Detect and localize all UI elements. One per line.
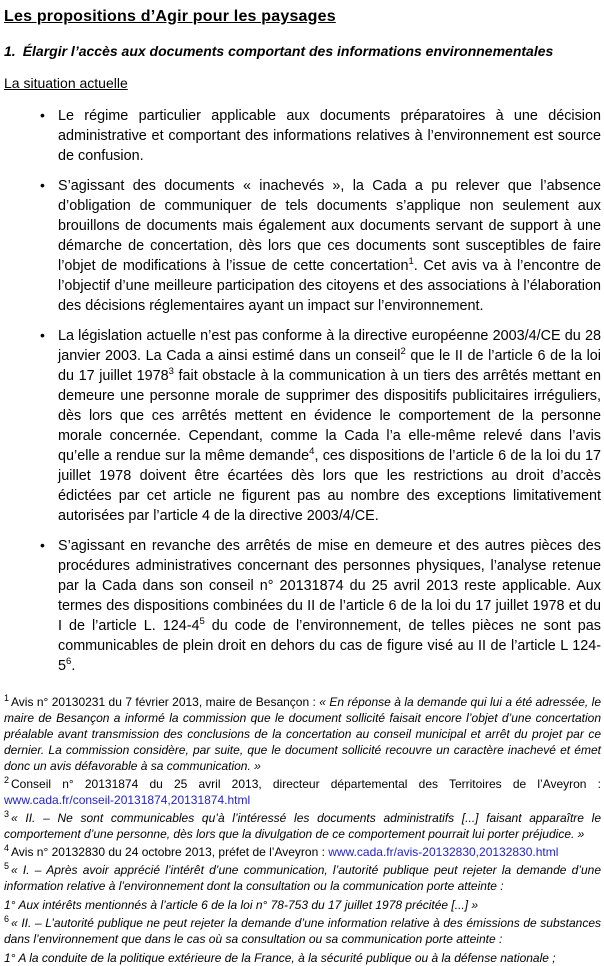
- text-run: Avis n° 20130231 du 7 février 2013, maire de Besançon :: [11, 695, 320, 709]
- footnote-ref: 2: [400, 346, 406, 358]
- text-run: Avis n° 20132830 du 24 octobre 2013, préfet de l’Aveyron :: [11, 845, 329, 859]
- footnote-number: 4: [4, 843, 10, 853]
- quoted-text: « II. – L’autorité publique ne peut rejeter la demande d’une information relative à des émissions de substances dans l’environnement que dans le cas où sa consultation ou sa communication porte atteinte :: [4, 916, 601, 946]
- cada-url-link[interactable]: www.cada.fr/conseil-20131874,20131874.html: [4, 793, 251, 807]
- text-run: .: [71, 658, 76, 674]
- list-item: [4, 536, 601, 676]
- footnote-ref: 5: [199, 616, 205, 628]
- text-run: du code de l’environnement, de telles pièces ne sont pas communicables de plein droit en dehors du cas de figure visé au II de l’article L 124-5: [58, 618, 601, 674]
- footnote-ref: 1: [408, 256, 414, 268]
- footnote-ref: 6: [66, 656, 72, 668]
- footnote-number: 1: [4, 693, 10, 703]
- page-title: Les propositions d’Agir pour les paysages: [4, 8, 336, 25]
- cada-url-link[interactable]: www.cada.fr/avis-20132830,20132830.html: [328, 845, 559, 859]
- text-run: S’agissant des documents « inachevés », la Cada a pu relever que l’absence d’obligation de communiquer de tels documents s’applique non seulement aux brouillons de documents mais également aux documents servant de support à une démarche de concertation, dès lors que ces documents sont susceptibles de faire l’objet de modifications à l’issue de cette concertation: [58, 178, 601, 274]
- section-heading: [4, 43, 601, 59]
- text-run: Conseil n° 20131874 du 25 avril 2013, directeur départemental des Territoires de l’Aveyron :: [11, 777, 601, 791]
- footnotes-section: [4, 694, 601, 966]
- footnote-ref: 4: [309, 446, 315, 458]
- text-run: que le II de l’article 6 de la loi du 17 juillet 1978: [58, 348, 601, 384]
- footnote: [4, 776, 601, 808]
- text-run: S’agissant en revanche des arrêtés de mise en demeure et des autres pièces des procédures administratives concernant des personnes physiques, l’analyse retenue par la Cada dans son conseil n° 20131874 du 25 avril 2013 reste applicable. Aux termes des dispositions combinées du II de l’article 6 de la loi du 17 juillet 1978 et du I de l’article L. 124-4: [58, 538, 601, 634]
- footnote-sub-line: 1° Aux intérêts mentionnés à l’article 6 de la loi n° 78-753 du 17 juillet 1978 précitée [...] »: [4, 898, 479, 912]
- footnote: [4, 694, 601, 774]
- subsection-heading: La situation actuelle: [4, 75, 128, 91]
- list-item: [4, 326, 601, 526]
- text-run: . Cet avis va à l’encontre de l’objectif d’une meilleure participation des citoyens et des associations à l’élaboration des décisions réglementaires ayant un impact sur l’environnement.: [58, 258, 601, 314]
- footnote-number: 5: [4, 861, 10, 871]
- quoted-text: « I. – Après avoir apprécié l’intérêt d’une communication, l’autorité publique peut rejeter la demande d’une information relative à l’environnement dont la consultation ou la communication porte atteinte :: [4, 863, 601, 893]
- footnote-number: 3: [4, 809, 10, 819]
- text-run: fait obstacle à la communication à un tiers des arrêtés mettant en demeure une personne morale de supprimer des dispositifs publicitaires irréguliers, dès lors que ces arrêtés mettent en évidence le comportement de la personne morale concernée. Cependant, comme la Cada l’a elle-même relevé dans l’avis qu’elle a rendue sur la même demande: [58, 368, 601, 464]
- footnote-number: 6: [4, 914, 10, 924]
- list-item: [4, 176, 601, 316]
- footnote: [4, 844, 601, 860]
- text-run: Le régime particulier applicable aux documents préparatoires à une décision administrative et comportant des informations relatives à l’environnement est source de confusion.: [58, 108, 601, 164]
- bullet-list: [4, 106, 601, 676]
- footnote: [4, 915, 601, 966]
- footnote: [4, 862, 601, 913]
- text-run: , ces dispositions de l’article 6 de la loi du 17 juillet 1978 doivent être écartées dès lors que les restrictions au droit d’accès édictées par cet article ne figurent pas au nombre des exceptions limitativement autorisées par l’article 4 de la directive 2003/4/CE.: [58, 448, 601, 524]
- quoted-text: « En réponse à la demande qui lui a été adressée, le maire de Besançon a informé la commission que le document sollicité faisait encore l’objet d’une concertation préalable avant transmission des conclusions de la concertation au conseil municipal et arrêt du projet par ce dernier. La commission considère, par suite, que le document sollicité recouvre un caractère inachevé et émet donc un avis défavorable à sa communication. »: [4, 695, 601, 773]
- footnote-number: 2: [4, 775, 10, 785]
- footnote-sub-line: 1° A la conduite de la politique extérieure de la France, à la sécurité publique ou à la défense nationale ;: [4, 951, 556, 965]
- section-heading-number: 1.: [4, 43, 16, 59]
- footnote: [4, 810, 601, 842]
- text-run: La législation actuelle n’est pas conforme à la directive européenne 2003/4/CE du 28 janvier 2003. La Cada a ainsi estimé dans un conseil: [58, 328, 601, 364]
- quoted-text: « II. – Ne sont communicables qu’à l’intéressé les documents administratifs [...] faisant apparaître le comportement d’une personne, dès lors que la divulgation de ce comportement pourrait lui porter préjudice. »: [4, 811, 601, 841]
- footnote-ref: 3: [168, 366, 174, 378]
- list-item: [4, 106, 601, 166]
- section-heading-text: Élargir l’accès aux documents comportant des informations environnementales: [22, 43, 554, 59]
